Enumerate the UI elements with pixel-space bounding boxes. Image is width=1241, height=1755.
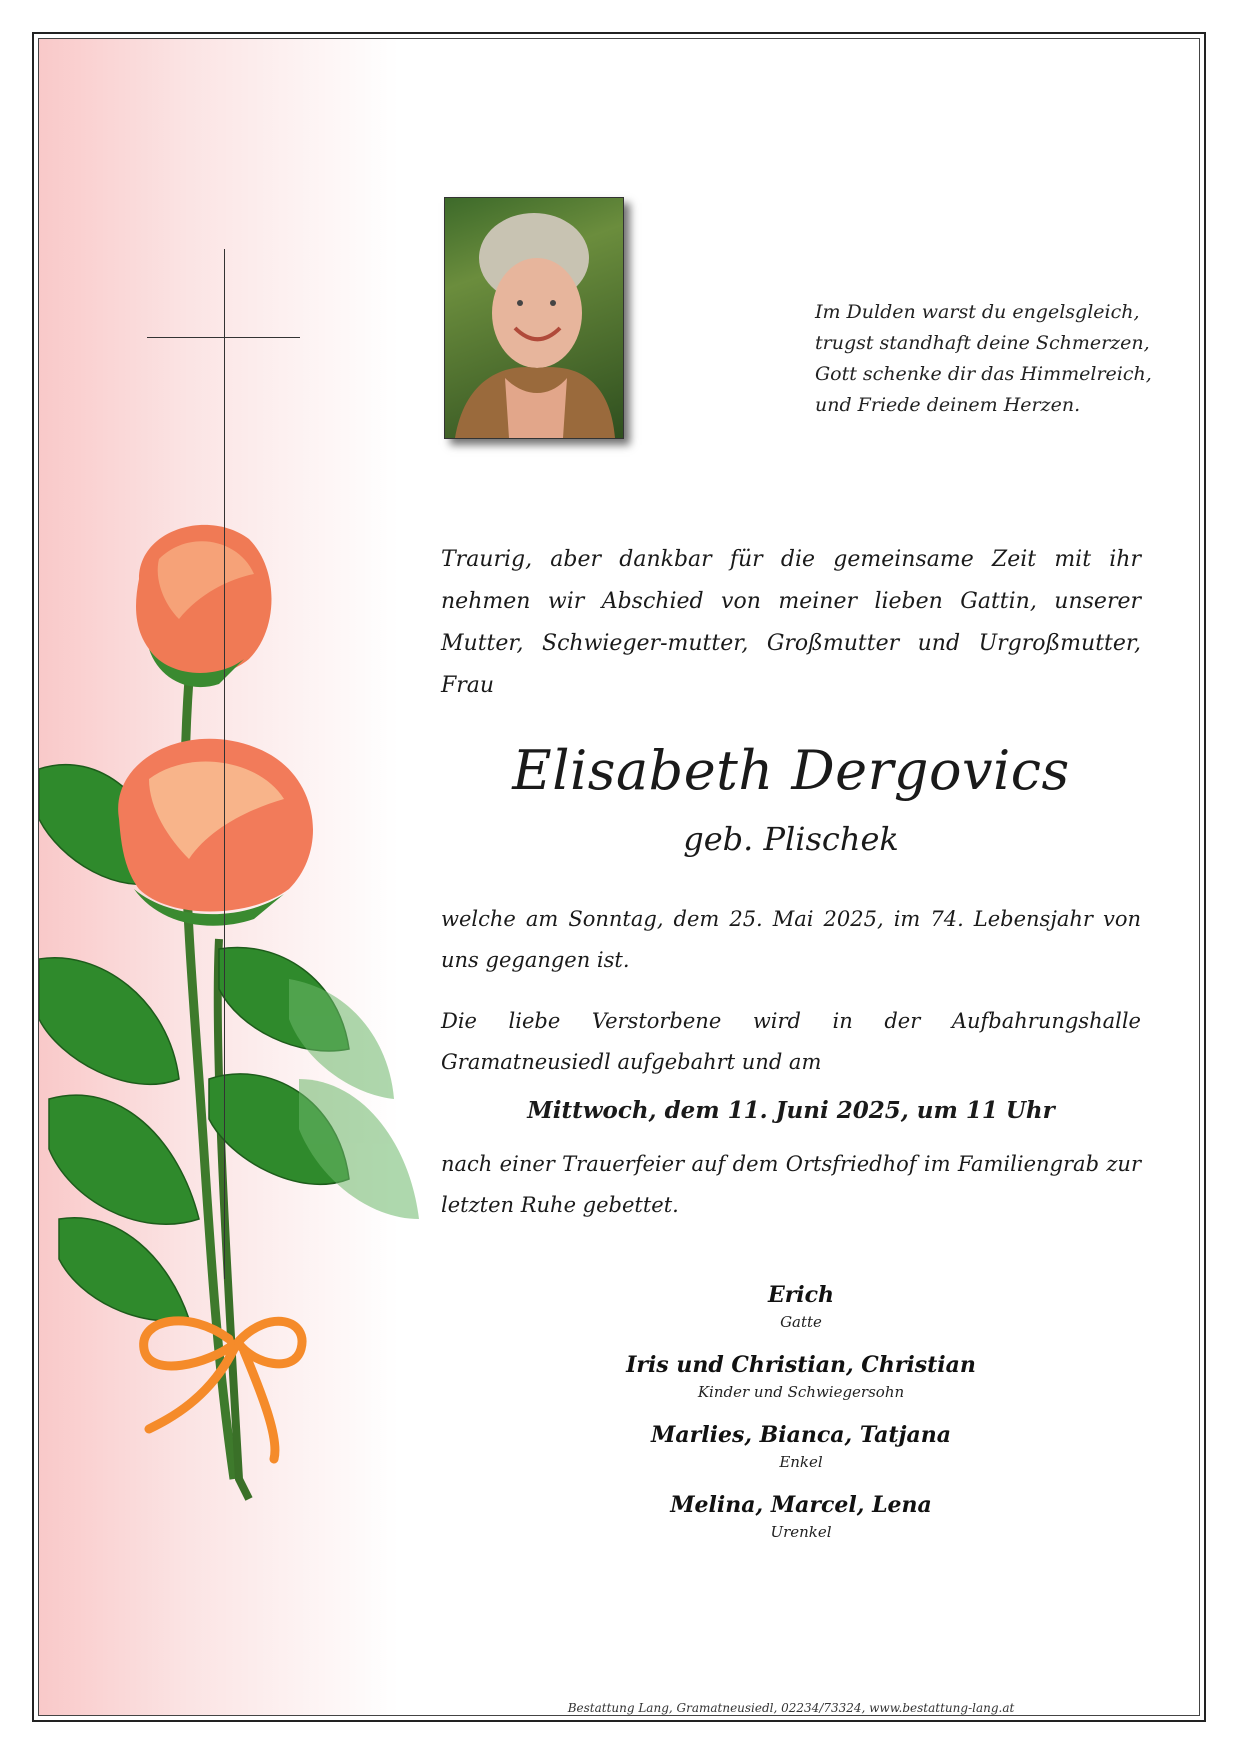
- mourner-relation: Gatte: [780, 1313, 822, 1331]
- deceased-name: Elisabeth Dergovics: [512, 739, 1070, 802]
- poem-line: trugst standhaft deine Schmerzen,: [815, 332, 1150, 354]
- roses-illustration: [39, 519, 459, 1689]
- mourner-names: Melina, Marcel, Lena: [670, 1492, 932, 1518]
- mourner-relation: Enkel: [779, 1453, 823, 1471]
- mourner-group: [501, 1279, 1101, 1333]
- mourner-group: [501, 1419, 1101, 1473]
- mourner-group: [501, 1489, 1101, 1543]
- mourner-names: Erich: [767, 1282, 835, 1308]
- funeral-home-footer: Bestattung Lang, Gramatneusiedl, 02234/73324, www.bestattung-lang.at: [567, 1701, 1015, 1715]
- funeral-date: Mittwoch, dem 11. Juni 2025, um 11 Uhr: [527, 1097, 1055, 1124]
- portrait-photo: [444, 197, 624, 439]
- mourner-group: [501, 1349, 1101, 1403]
- birth-name: geb. Plischek: [683, 820, 899, 858]
- laid-out-text: Die liebe Verstorbene wird in der Aufbahrungshalle Gramatneusiedl aufgebahrt und am: [441, 1009, 1141, 1074]
- intro-text: Traurig, aber dankbar für die gemeinsame Zeit mit ihr nehmen wir Abschied von meiner lieben Gattin, unserer Mutter, Schwieger-mutter, Großmutter und Urgroßmutter, Frau: [441, 547, 1141, 698]
- page-frame: [38, 38, 1200, 1716]
- mourner-relation: Urenkel: [770, 1523, 832, 1541]
- poem-line: Gott schenke dir das Himmelreich,: [815, 363, 1152, 385]
- mourner-names: Marlies, Bianca, Tatjana: [651, 1422, 951, 1448]
- burial-text: nach einer Trauerfeier auf dem Ortsfriedhof im Familiengrab zur letzten Ruhe gebettet.: [441, 1152, 1141, 1217]
- cross-vertical: [224, 249, 225, 1279]
- mourners-list: [501, 1279, 1101, 1559]
- mourner-relation: Kinder und Schwiegersohn: [697, 1383, 905, 1401]
- death-text: welche am Sonntag, dem 25. Mai 2025, im 74. Lebensjahr von uns gegangen ist.: [441, 907, 1141, 972]
- cross-horizontal: [147, 337, 300, 338]
- poem-line: Im Dulden warst du engelsgleich,: [815, 301, 1140, 323]
- mourner-names: Iris und Christian, Christian: [626, 1352, 976, 1378]
- poem: [815, 297, 1175, 421]
- poem-line: und Friede deinem Herzen.: [815, 394, 1081, 416]
